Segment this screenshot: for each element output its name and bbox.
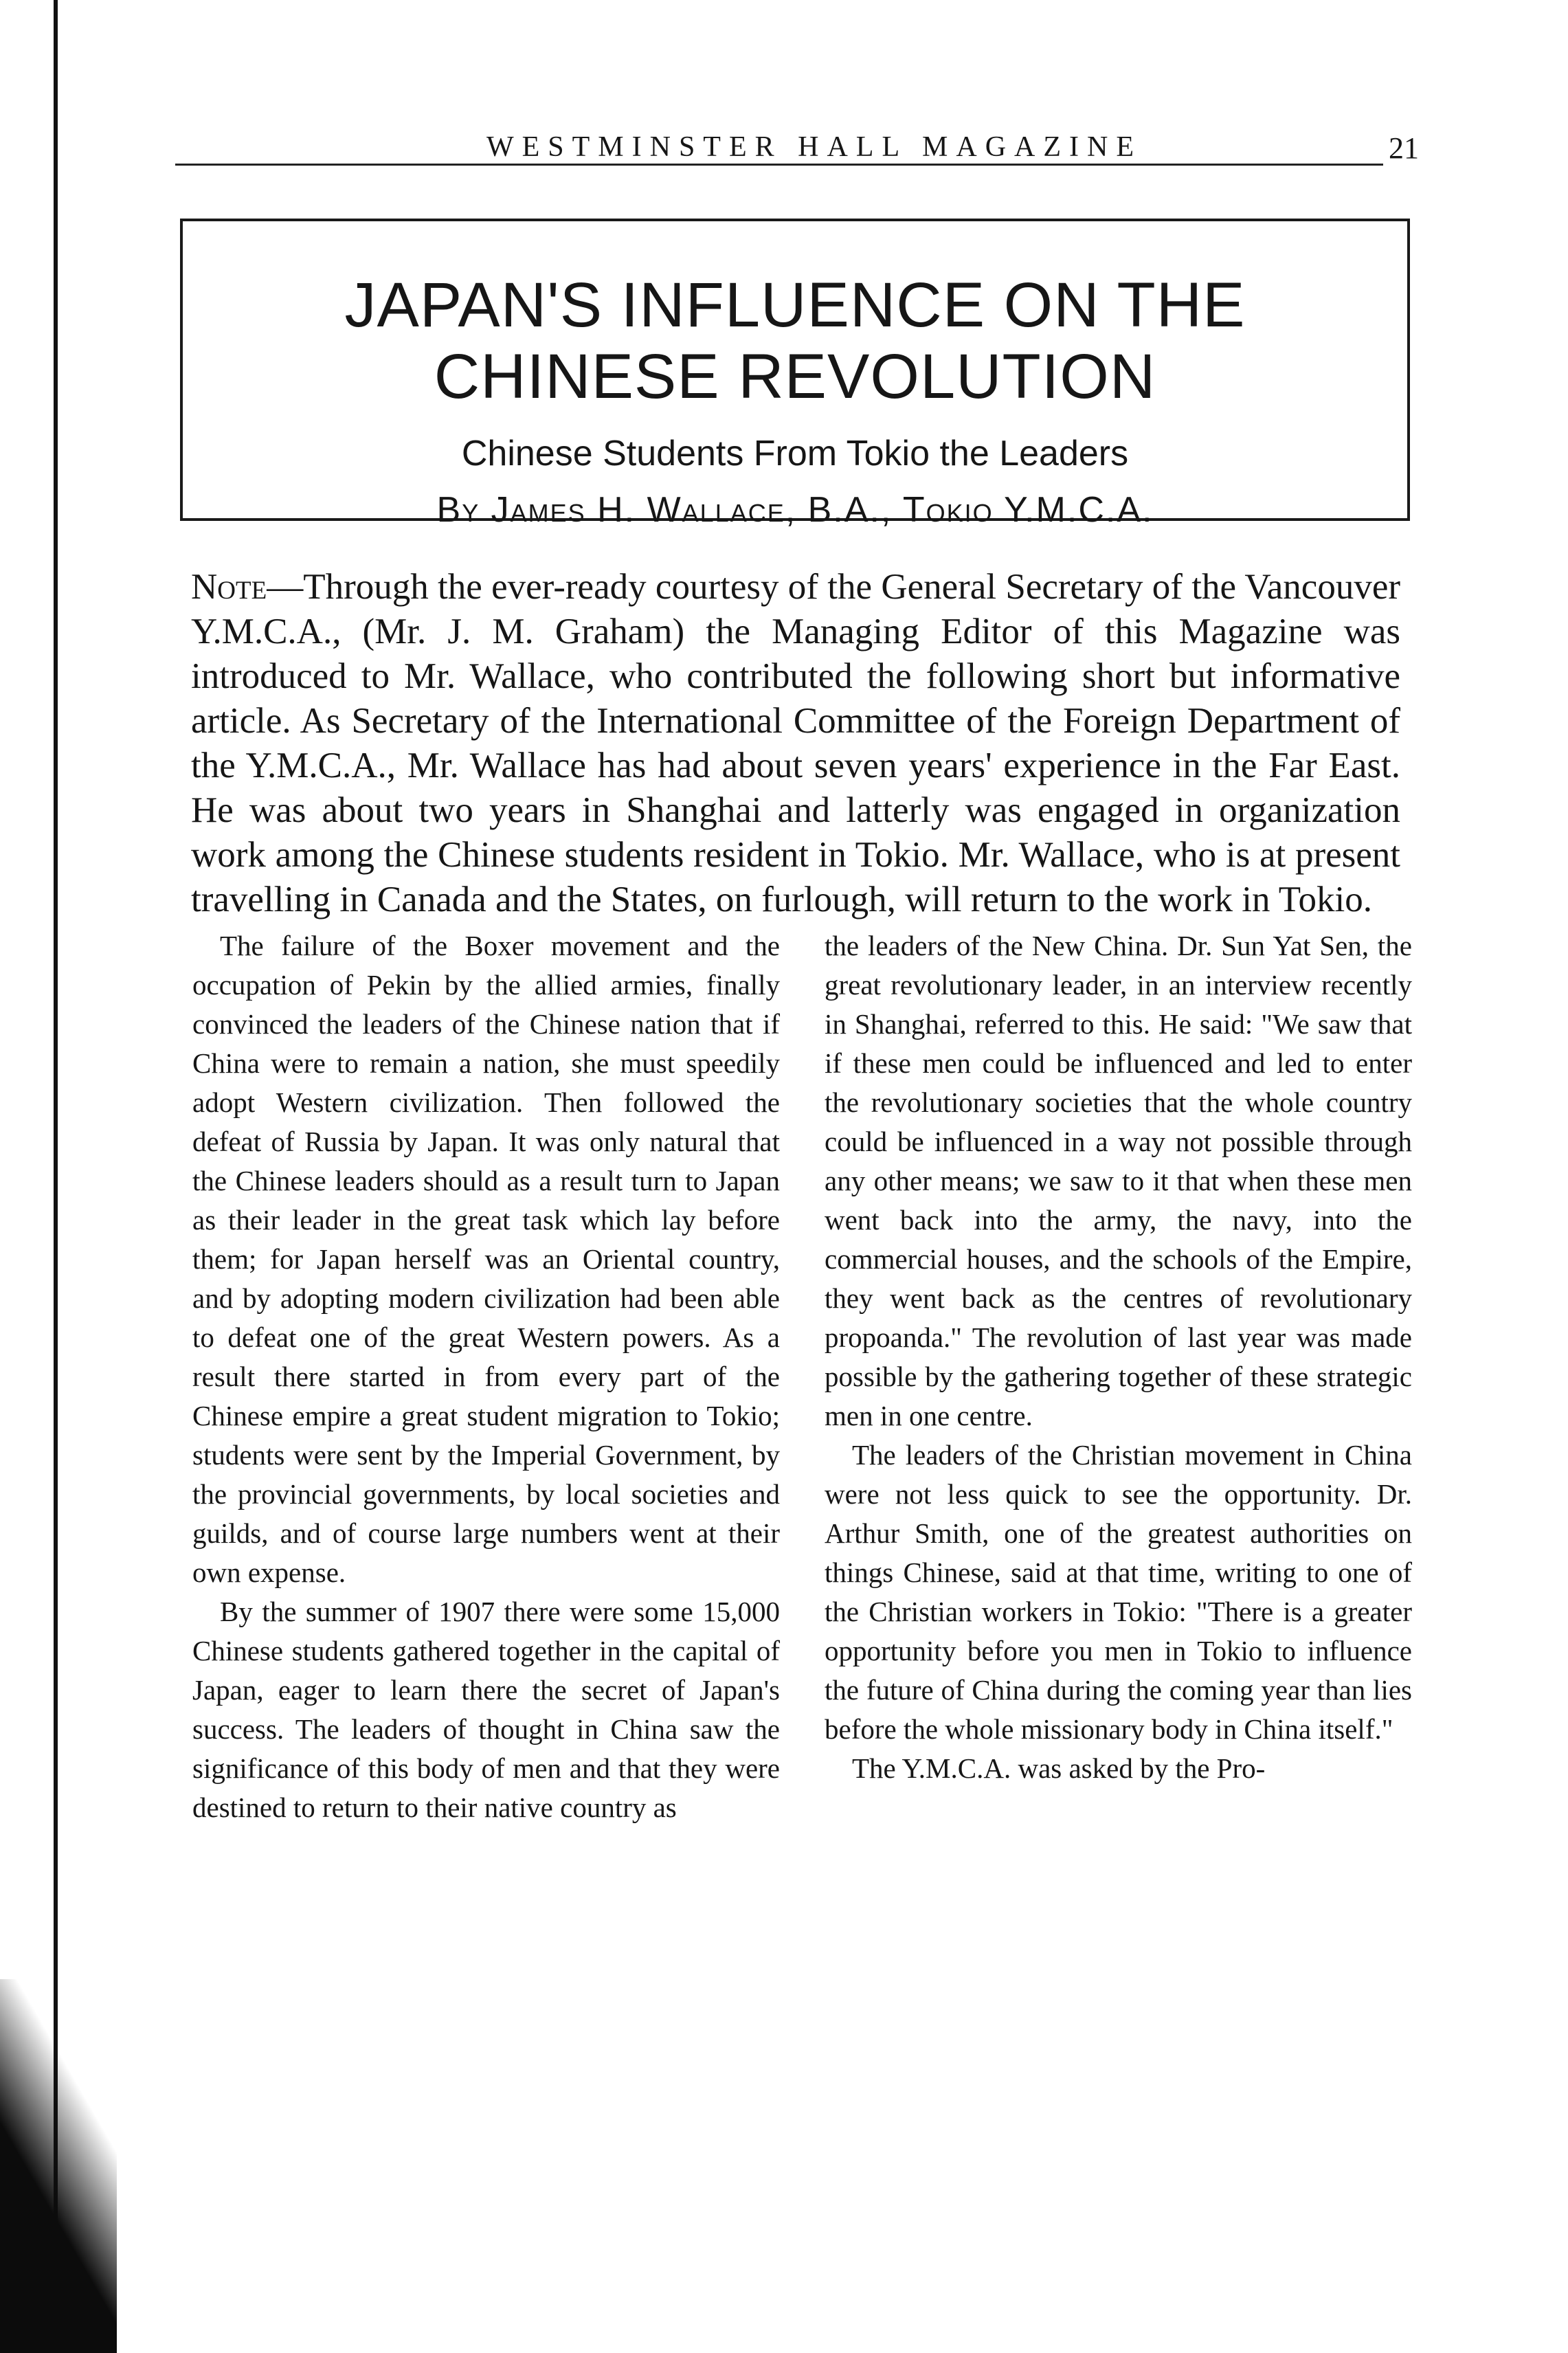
- paragraph: The Y.M.C.A. was asked by the Pro-: [852, 1752, 1266, 1784]
- article-subtitle: Chinese Students From Tokio the Leaders: [461, 434, 1129, 473]
- article-title: JAPAN'S INFLUENCE ON THE CHINESE REVOLUTION: [344, 270, 1246, 412]
- note-lead: Note: [191, 567, 267, 607]
- right-column: [825, 926, 1412, 1788]
- page-number: 21: [1383, 131, 1419, 166]
- magazine-title: WESTMINSTER HALL MAGAZINE: [388, 131, 1240, 164]
- paragraph: By the summer of 1907 there were some 15,000 Chinese students gathered together in the capital of Japan, eager to learn there the secret of Japan's success. The leaders of thought in China saw the significance of this body of men and that they were destined to return to their native country as: [192, 1596, 780, 1823]
- header-rule: [175, 164, 1419, 166]
- paragraph: The leaders of the Christian movement in China were not less quick to see the opportunity. Dr. Arthur Smith, one of the greatest authorities on things Chinese, said at that time, writing to one of the Christian workers in Tokio: "There is a greater opportunity before you men in Tokio to influence the future of China during the coming year than lies before the whole missionary body in China itself.": [825, 1439, 1412, 1745]
- article-title-box: [180, 219, 1410, 530]
- article-byline: By James H. Wallace, B.A., Tokio Y.M.C.A.: [436, 490, 1154, 530]
- note-text: —Through the ever-ready courtesy of the General Secretary of the Vancouver Y.M.C.A., (Mr. J. M. Graham) the Managing Editor of this Magazine was introduced to Mr. Wallace, who contributed the following short but informative article. As Secretary of the International Committee of the Foreign Department of the Y.M.C.A., Mr. Wallace has had about seven years' experience in the Far East. He was about two years in Shanghai and latterly was engaged in organization work among the Chinese students resident in Tokio. Mr. Wallace, who is at present travelling in Canada and the States, on furlough, will return to the work in Tokio.: [191, 567, 1400, 919]
- paragraph-continuation: the leaders of the New China. Dr. Sun Yat Sen, the great revolutionary leader, in an interview recently in Shanghai, referred to this. He said: "We saw that if these men could be influenced and led to enter the revolutionary societies that the whole country could be influenced in a way not possible through any other means; we saw to it that when these men went back into the army, the navy, into the commercial houses, and the schools of the Empire, they went back as the centres of revolutionary propoanda." The revolution of last year was made possible by the gathering together of these strategic men in one centre.: [825, 930, 1412, 1431]
- left-column: [192, 926, 780, 1827]
- page-corner-shadow: [0, 1979, 117, 2353]
- paragraph: The failure of the Boxer movement and the occupation of Pekin by the allied armies, finally convinced the leaders of the Chinese nation that if China were to remain a nation, she must speedily adopt Western civilization. Then followed the defeat of Russia by Japan. It was only natural that the Chinese leaders should as a result turn to Japan as their leader in the great task which lay before them; for Japan herself was an Oriental country, and by adopting modern civilization had been able to defeat one of the great Western powers. As a result there started in from every part of the Chinese empire a great student migration to Tokio; students were sent by the Imperial Government, by the provincial governments, by local societies and guilds, and of course large numbers went at their own expense.: [192, 930, 780, 1588]
- editor-note: [191, 565, 1400, 922]
- running-head: [175, 131, 1419, 179]
